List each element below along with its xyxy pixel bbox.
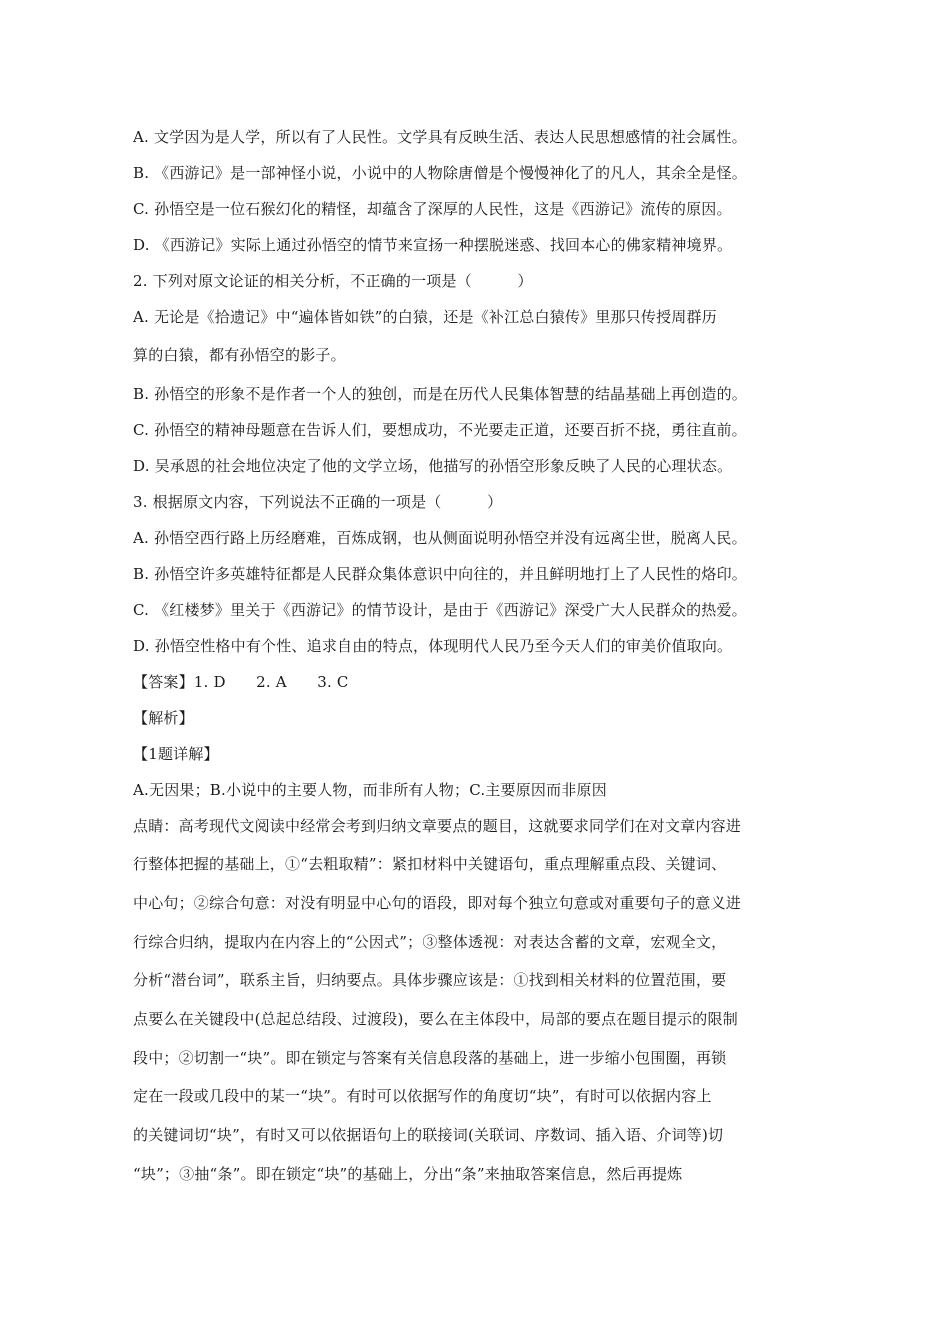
tip-line: 行综合归纳，提取内在内容上的“公因式”；③整体透视：对表达含蓄的文章，宏观全文， bbox=[133, 933, 727, 951]
q3-option-c: C. 《红楼梦》里关于《西游记》的情节设计，是由于《西游记》深受广大人民群众的热爱。 bbox=[133, 601, 747, 619]
tip-line: 的关键词切“块”，有时又可以依据语句上的联接词(关联词、序数词、插入语、介词等)切 bbox=[133, 1126, 724, 1144]
tip-line: 段中；②切割一“块”。即在锁定与答案有关信息段落的基础上，进一步缩小包围圈，再锁 bbox=[133, 1049, 727, 1067]
tip-line: 行整体把握的基础上，①“去粗取精”：紧扣材料中关键语句，重点理解重点段、关键词、 bbox=[133, 855, 727, 873]
q3-option-b: B. 孙悟空许多英雄特征都是人民群众集体意识中向往的，并且鲜明地打上了人民性的烙印。 bbox=[133, 565, 747, 583]
tip-line: 点睛：高考现代文阅读中经常会考到归纳文章要点的题目，这就要求同学们在对文章内容进 bbox=[133, 817, 742, 835]
q2-option-b: B. 孙悟空的形象不是作者一个人的独创，而是在历代人民集体智慧的结晶基础上再创造的。 bbox=[133, 385, 747, 403]
tip-line: 中心句；②综合句意：对没有明显中心句的语段，即对每个独立句意或对重要句子的意义进 bbox=[133, 894, 742, 912]
q2-stem: 2. 下列对原文论证的相关分析，不正确的一项是（ ） bbox=[133, 272, 533, 290]
q1-option-d: D. 《西游记》实际上通过孙悟空的情节来宣扬一种摆脱迷惑、找回本心的佛家精神境界。 bbox=[133, 236, 733, 254]
q1-option-c: C. 孙悟空是一位石猴幻化的精怪，却蕴含了深厚的人民性，这是《西游记》流传的原因。 bbox=[133, 200, 732, 218]
tip-line: “块”；③抽“条”。即在锁定“块”的基础上，分出“条”来抽取答案信息，然后再提炼 bbox=[133, 1165, 683, 1183]
tip-line: 定在一段或几段中的某一“块”。有时可以依据写作的角度切“块”，有时可以依据内容上 bbox=[133, 1087, 712, 1105]
q2-option-a-continued: 算的白猿，都有孙悟空的影子。 bbox=[133, 346, 346, 364]
tip-line: 分析“潜台词”，联系主旨，归纳要点。具体步骤应该是：①找到相关材料的位置范围，要 bbox=[133, 971, 727, 989]
q3-option-d: D. 孙悟空性格中有个性、追求自由的特点，体现明代人民乃至今天人们的审美价值取向。 bbox=[133, 637, 733, 655]
analysis-heading: 【解析】 bbox=[133, 709, 194, 727]
q3-option-a: A. 孙悟空西行路上历经磨难，百炼成钢，也从侧面说明孙悟空并没有远离尘世，脱离人民。 bbox=[133, 529, 747, 547]
detail-text: A.无因果；B.小说中的主要人物，而非所有人物；C.主要原因而非原因 bbox=[133, 781, 607, 799]
q2-option-a: A. 无论是《拾遗记》中“遍体皆如铁”的白猿，还是《补江总白猿传》里那只传授周群历 bbox=[133, 308, 717, 326]
q1-option-b: B. 《西游记》是一部神怪小说，小说中的人物除唐僧是个慢慢神化了的凡人，其余全是怪。 bbox=[133, 164, 747, 182]
tip-line: 点要么在关键段中(总起总结段、过渡段)，要么在主体段中，局部的要点在题目提示的限制 bbox=[133, 1010, 738, 1028]
q2-option-d: D. 吴承恩的社会地位决定了他的文学立场，他描写的孙悟空形象反映了人民的心理状态。 bbox=[133, 457, 733, 475]
q2-option-c: C. 孙悟空的精神母题意在告诉人们，要想成功，不光要走正道，还要百折不挠，勇往直前。 bbox=[133, 421, 747, 439]
q1-option-a: A. 文学因为是人学，所以有了人民性。文学具有反映生活、表达人民思想感情的社会属性。 bbox=[133, 128, 747, 146]
answer-line: 【答案】1. D 2. A 3. C bbox=[133, 673, 349, 691]
q3-stem: 3. 根据原文内容，下列说法不正确的一项是（ ） bbox=[133, 493, 503, 511]
detail-heading: 【1题详解】 bbox=[133, 745, 219, 763]
